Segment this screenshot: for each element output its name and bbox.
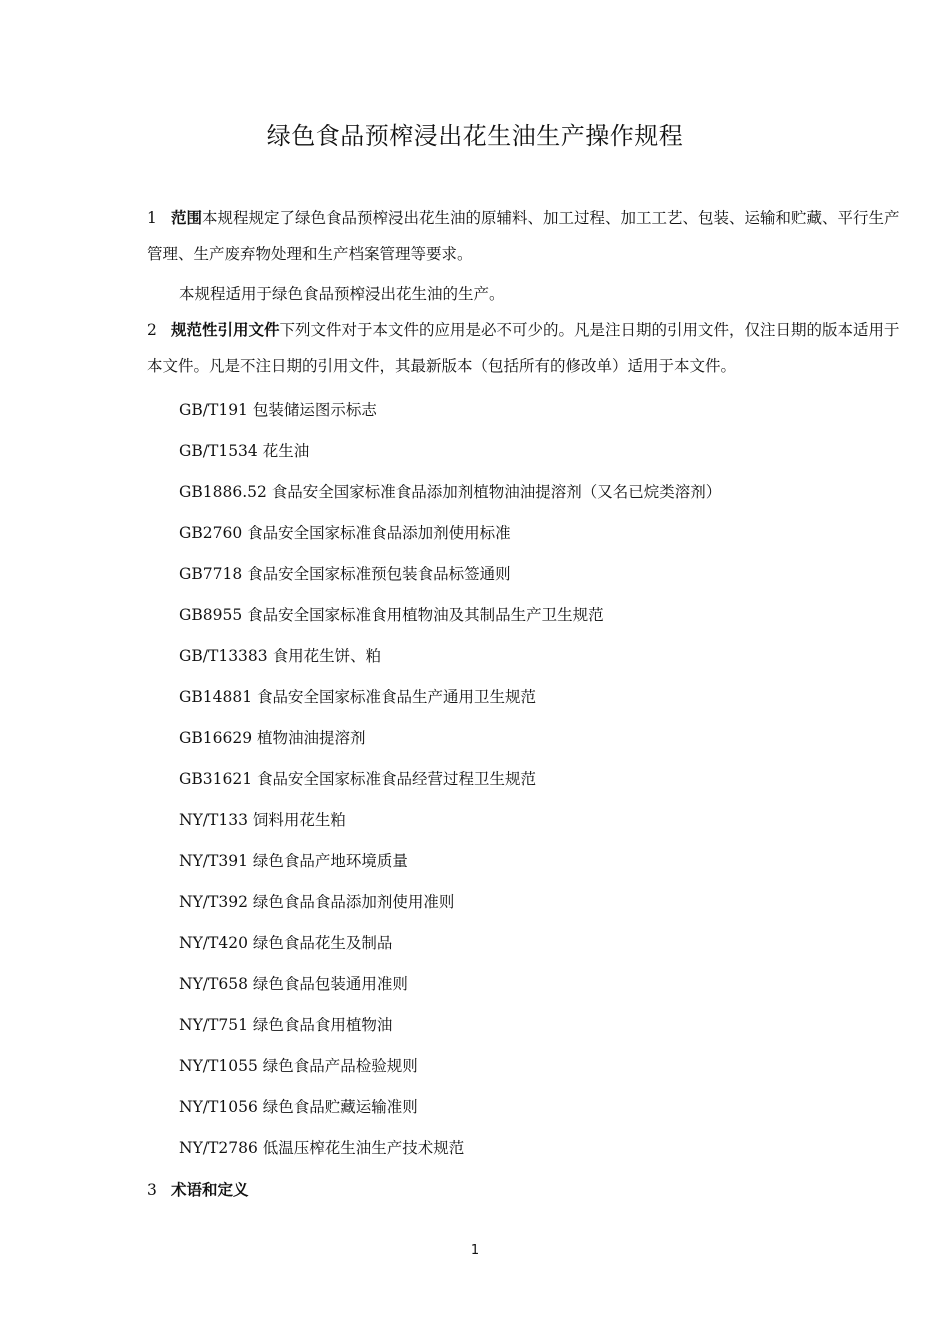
section-2-paragraph [147,312,907,384]
reference-item: GB1886.52 食品安全国家标准食品添加剂植物油油提溶剂（又名已烷类溶剂） [179,483,722,501]
reference-item: GB/T191 包装储运图示标志 [179,401,377,419]
reference-item: NY/T2786 低温压榨花生油生产技术规范 [179,1139,465,1157]
section-2-text: 下列文件对于本文件的应用是必不可少的。凡是注日期的引用文件，仅注日期的版本适用于本文件。凡是不注日期的引用文件，其最新版本（包括所有的修改单）适用于本文件。 [147,321,900,375]
reference-item: NY/T1056 绿色食品贮藏运输准则 [179,1098,418,1116]
reference-item: NY/T392 绿色食品食品添加剂使用准则 [179,893,455,911]
section-1-heading: 范围 [171,209,203,227]
reference-item: NY/T420 绿色食品花生及制品 [179,934,393,952]
section-3-heading: 术语和定义 [171,1181,249,1199]
page-number: 1 [470,1243,480,1258]
reference-item: GB7718 食品安全国家标准预包装食品标签通则 [179,565,511,583]
section-1-number: 1 [147,209,157,227]
reference-item: GB/T13383 食用花生饼、粕 [179,647,382,665]
reference-item: GB16629 植物油油提溶剂 [179,729,366,747]
reference-item: NY/T1055 绿色食品产品检验规则 [179,1057,418,1075]
reference-item: GB14881 食品安全国家标准食品生产通用卫生规范 [179,688,537,706]
reference-item: GB8955 食品安全国家标准食用植物油及其制品生产卫生规范 [179,606,604,624]
reference-item: NY/T751 绿色食品食用植物油 [179,1016,393,1034]
reference-item: GB31621 食品安全国家标准食品经营过程卫生规范 [179,770,537,788]
section-1-paragraph [147,200,907,272]
reference-item: NY/T658 绿色食品包装通用准则 [179,975,408,993]
section-3-number: 3 [147,1181,157,1199]
section-3-heading-line [147,1178,249,1202]
reference-item: GB/T1534 花生油 [179,442,310,460]
reference-item: GB2760 食品安全国家标准食品添加剂使用标准 [179,524,511,542]
page-title: 绿色食品预榨浸出花生油生产操作规程 [266,122,684,150]
section-2-heading: 规范性引用文件 [171,321,280,339]
section-2-number: 2 [147,321,157,339]
scope-note: 本规程适用于绿色食品预榨浸出花生油的生产。 [179,285,505,303]
reference-list [179,398,721,1177]
reference-item: NY/T133 饲料用花生粕 [179,811,346,829]
reference-item: NY/T391 绿色食品产地环境质量 [179,852,408,870]
section-1-text: 本规程规定了绿色食品预榨浸出花生油的原辅料、加工过程、加工工艺、包装、运输和贮藏、平行生产管理、生产废弃物处理和生产档案管理等要求。 [147,209,900,263]
